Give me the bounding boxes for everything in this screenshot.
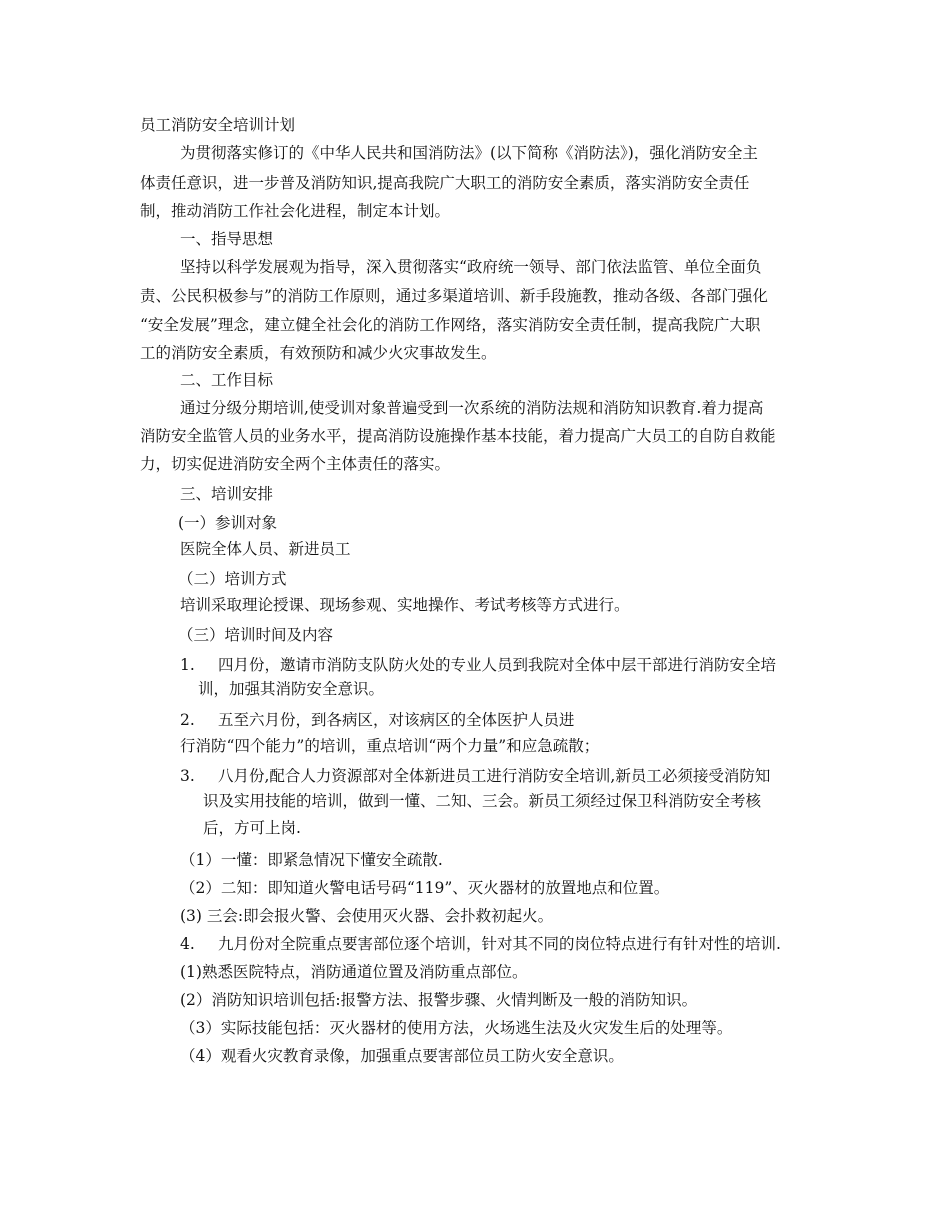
section-body-line: “安全发展”理念，建立健全社会化的消防工作网络，落实消防安全责任制，提高我院广大职 (140, 316, 761, 334)
sub-item-line: (3) 三会:即会报火警、会使用灭火器、会扑救初起火。 (180, 907, 554, 925)
list-item-line: 八月份,配合人力资源部对全体新进员工进行消防安全培训,新员工必须接受消防知 (218, 767, 771, 785)
sub-item-line: (2）消防知识培训包括:报警方法、报警步骤、火情判断及一般的消防知识。 (180, 991, 698, 1009)
list-item-line: 识及实用技能的培训，做到一懂、二知、三会。新员工须经过保卫科消防安全考核 (203, 792, 762, 810)
sub-item-line: （2）二知：即知道火警电话号码“119”、灭火器材的放置地点和位置。 (180, 879, 670, 897)
list-item-line: 四月份，邀请市消防支队防火处的专业人员到我院对全体中层干部进行消防安全培 (218, 656, 777, 674)
subsection-body: 培训采取理论授课、现场参观、实地操作、考试考核等方式进行。 (180, 596, 630, 614)
subsection-body: 医院全体人员、新进员工 (180, 540, 351, 558)
list-item-line: 后，方可上岗. (203, 819, 301, 837)
list-item-number: 4. (180, 935, 195, 953)
intro-line: 体责任意识，进一步普及消防知识,提高我院广大职工的消防安全素质，落实消防安全责任 (140, 174, 750, 192)
sub-item-line: （1）一懂：即紧急情况下懂安全疏散. (180, 851, 443, 869)
list-item-line: 行消防“四个能力”的培训，重点培训“两个力量”和应急疏散； (180, 737, 600, 755)
list-item-number: 1. (180, 656, 195, 674)
section-body-line: 坚持以科学发展观为指导，深入贯彻落实“政府统一领导、部门依法监管、单位全面负 (180, 258, 762, 276)
list-item-line: 训，加强其消防安全意识。 (198, 680, 385, 698)
subsection-heading: (一）参训对象 (178, 514, 278, 532)
intro-line: 制，推动消防工作社会化进程，制定本计划。 (140, 202, 451, 220)
section-body-line: 力，切实促进消防安全两个主体责任的落实。 (140, 455, 451, 473)
list-item-line: 九月份对全院重点要害部位逐个培训，针对其不同的岗位特点进行有针对性的培训. (218, 935, 781, 953)
document-title: 员工消防安全培训计划 (140, 116, 296, 134)
section-body-line: 工的消防安全素质，有效预防和减少火灾事故发生。 (140, 344, 497, 362)
section-heading: 三、培训安排 (180, 485, 274, 503)
section-body-line: 消防安全监管人员的业务水平，提高消防设施操作基本技能，着力提高广大员工的自防自救能 (140, 427, 776, 445)
sub-item-line: （3）实际技能包括：灭火器材的使用方法，火场逃生法及火灾发生后的处理等。 (180, 1019, 733, 1037)
list-item-number: 3. (180, 767, 195, 785)
section-body-line: 通过分级分期培训,使受训对象普遍受到一次系统的消防法规和消防知识教育.着力提高 (180, 399, 764, 417)
section-heading: 二、工作目标 (180, 371, 274, 389)
sub-item-line: (1)熟悉医院特点，消防通道位置及消防重点部位。 (180, 963, 528, 981)
subsection-heading: （三）培训时间及内容 (178, 626, 334, 644)
section-heading: 一、指导思想 (180, 230, 274, 248)
subsection-heading: （二）培训方式 (178, 570, 287, 588)
intro-line: 为贯彻落实修订的《中华人民共和国消防法》(以下简称《消防法》)，强化消防安全主 (180, 144, 758, 162)
sub-item-line: （4）观看火灾教育录像，加强重点要害部位员工防火安全意识。 (180, 1047, 624, 1065)
list-item-line: 五至六月份，到各病区，对该病区的全体医护人员进 (218, 711, 575, 729)
section-body-line: 责、公民积极参与”的消防工作原则，通过多渠道培训、新手段施教，推动各级、各部门强化 (140, 287, 768, 305)
list-item-number: 2. (180, 711, 195, 729)
